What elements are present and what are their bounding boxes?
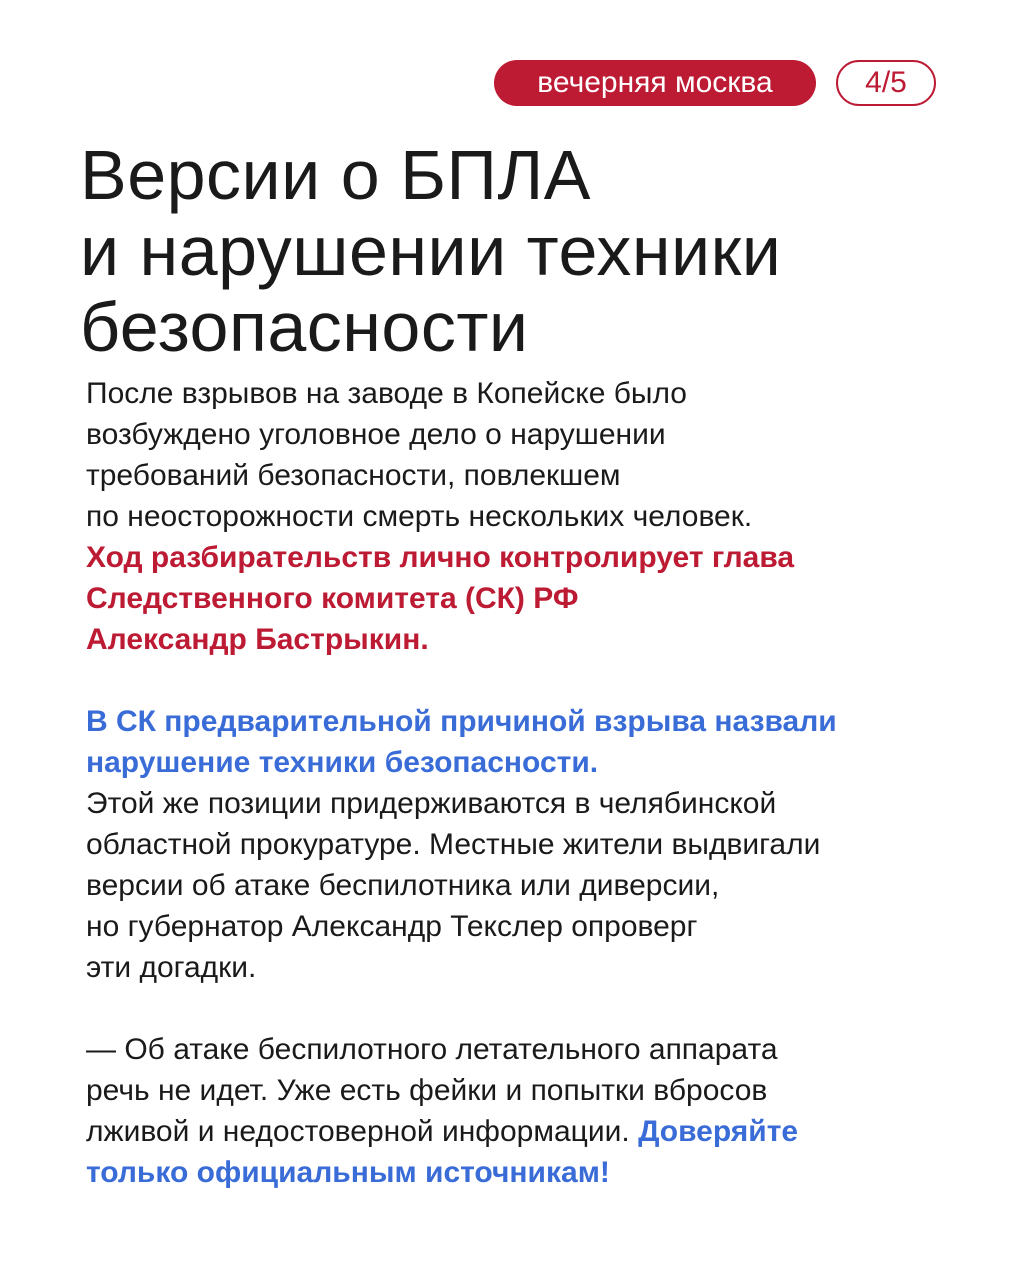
title-line: и нарушении техники: [80, 212, 782, 290]
text-line: эти догадки.: [86, 951, 257, 984]
text-line: возбуждено уголовное дело о нарушении: [86, 418, 666, 451]
page-counter: 4/5: [836, 60, 936, 106]
title-line: безопасности: [80, 288, 529, 366]
text-line: но губернатор Александр Текслер опроверг: [86, 910, 698, 943]
brand-badge: вечерняя москва: [494, 60, 816, 106]
page-title: [80, 137, 980, 365]
text-line: Этой же позиции придерживаются в челябинской: [86, 787, 777, 820]
text-line: требований безопасности, повлекшем: [86, 459, 621, 492]
highlight-inline-blue: Доверяйте: [638, 1115, 799, 1148]
highlight-line-red: Ход разбирательств лично контролирует глава: [86, 541, 795, 574]
text-line: После взрывов на заводе в Копейске было: [86, 377, 687, 410]
highlight-line-blue: только официальным источникам!: [86, 1156, 610, 1189]
quote-line: [86, 1111, 986, 1152]
text-line: по неосторожности смерть нескольких человек.: [86, 500, 753, 533]
highlight-line-red: Александр Бастрыкин.: [86, 623, 429, 656]
highlight-line-blue: В СК предварительной причиной взрыва назвали: [86, 705, 837, 738]
paragraph-cause: [86, 701, 986, 988]
quote-line: речь не идет. Уже есть фейки и попытки вбросов: [86, 1074, 768, 1107]
paragraph-quote: [86, 1029, 986, 1193]
highlight-line-red: Следственного комитета (СК) РФ: [86, 582, 579, 615]
paragraph-investigation: [86, 373, 986, 660]
text-line: версии об атаке беспилотника или диверсии,: [86, 869, 720, 902]
text-line: областной прокуратуре. Местные жители выдвигали: [86, 828, 821, 861]
quote-line: — Об атаке беспилотного летательного аппарата: [86, 1033, 778, 1066]
quote-text: лживой и недостоверной информации.: [86, 1115, 630, 1148]
title-line: Версии о БПЛА: [80, 136, 591, 214]
highlight-line-blue: нарушение техники безопасности.: [86, 746, 599, 779]
